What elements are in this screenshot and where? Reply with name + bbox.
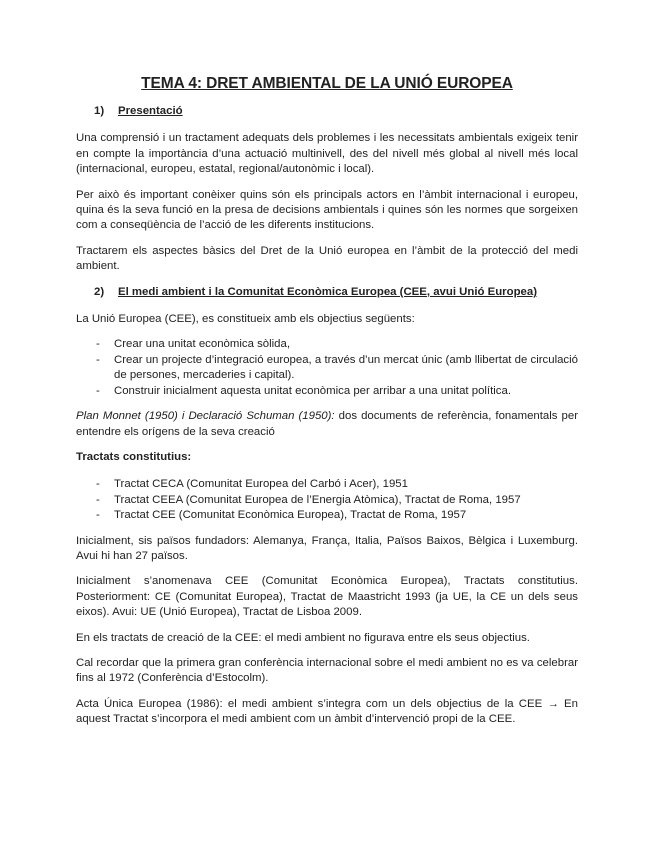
section-1-title: Presentació <box>118 105 183 117</box>
paragraph <box>76 409 578 440</box>
treaties-label: Tractats constitutius: <box>76 450 192 463</box>
bullet: - <box>96 353 100 366</box>
treaties-list <box>76 477 578 523</box>
list-item <box>76 508 578 523</box>
paragraph: Per això és important conèixer quins són els principals actors en l’àmbit internacional i europeu, quina és la seva funció en la presa de decisions ambientals i quines són les normes que sorgeixen com a conseqüència de l’acció de les diferents institucions. <box>76 188 578 232</box>
paragraph: La Unió Europea (CEE), es constitueix amb els objectius següents: <box>76 313 415 326</box>
section-2-heading <box>76 285 578 300</box>
plan-description: dos documents de referència, fonamentals per entendre els orígens de la seva creació <box>76 410 578 438</box>
bullet: - <box>96 338 100 351</box>
list-item <box>76 493 578 508</box>
list-item <box>76 353 578 384</box>
document-page <box>76 74 578 738</box>
paragraph: Tractarem els aspectes bàsics del Dret de la Unió europea en l’àmbit de la protecció del medi ambient. <box>76 244 578 273</box>
list-item-text: Construir inicialment aquesta unitat econòmica per arribar a una unitat política. <box>114 384 511 397</box>
bullet: - <box>96 509 100 522</box>
bullet: - <box>96 478 100 491</box>
bullet: - <box>96 493 100 506</box>
list-item <box>76 384 578 399</box>
objectives-list <box>76 337 578 399</box>
paragraph: Cal recordar que la primera gran conferència internacional sobre el medi ambient no es va celebrar fins al 1972 (Conferència d’Estocolm). <box>76 656 578 685</box>
list-item-text: Tractat CEE (Comunitat Econòmica Europea), Tractat de Roma, 1957 <box>114 509 467 522</box>
paragraph: Inicialment s’anomenava CEE (Comunitat Econòmica Europea), Tractats constitutius. Posteriorment: CE (Comunitat Europea), Tractat de Maastricht 1993 (ja UE, la CE un dels seus eixos). Avui: UE (Unió Europea), Tractat de Lisboa 2009. <box>76 575 578 619</box>
paragraph: Una comprensió i un tractament adequats dels problemes i les necessitats ambientals exigeix tenir en compte la importància d’una actuació multinivell, des del nivell més global al nivell més local (internacional, europeu, estatal, regional/autonòmic i local). <box>76 132 578 176</box>
list-item <box>76 337 578 352</box>
paragraph: En els tractats de creació de la CEE: el medi ambient no figurava entre els seus objectius. <box>76 631 530 644</box>
paragraph: Inicialment, sis països fundadors: Alemanya, França, Italia, Països Baixos, Bèlgica i Luxemburg. Avui hi han 27 països. <box>76 534 578 562</box>
list-item <box>76 477 578 492</box>
section-2-title: El medi ambient i la Comunitat Econòmica Europea (CEE, avui Unió Europea) <box>118 285 537 298</box>
list-item-text: Tractat CEEA (Comunitat Europea de l’Energia Atòmica), Tractat de Roma, 1957 <box>114 493 521 506</box>
section-2-number: 2) <box>94 285 105 298</box>
paragraph: Acta Única Europea (1986): el medi ambient s’integra com un dels objectius de la CEE → En aquest Tractat s’incorpora el medi ambient com un àmbit d’intervenció propi de la CEE. <box>76 697 578 726</box>
list-item-text: Tractat CECA (Comunitat Europea del Carbó i Acer), 1951 <box>114 478 408 491</box>
list-item-text: Crear una unitat econòmica sòlida, <box>114 338 291 351</box>
plan-reference: Plan Monnet (1950) i Declaració Schuman (1950): <box>76 410 335 423</box>
list-item-text: Crear un projecte d’integració europea, a través d’un mercat únic (amb llibertat de circulació de persones, mercaderies i capital). <box>114 353 578 382</box>
section-1-heading <box>76 104 578 119</box>
page-title: TEMA 4: DRET AMBIENTAL DE LA UNIÓ EUROPEA <box>141 75 513 92</box>
section-1-number: 1) <box>94 105 105 117</box>
bullet: - <box>96 384 100 397</box>
